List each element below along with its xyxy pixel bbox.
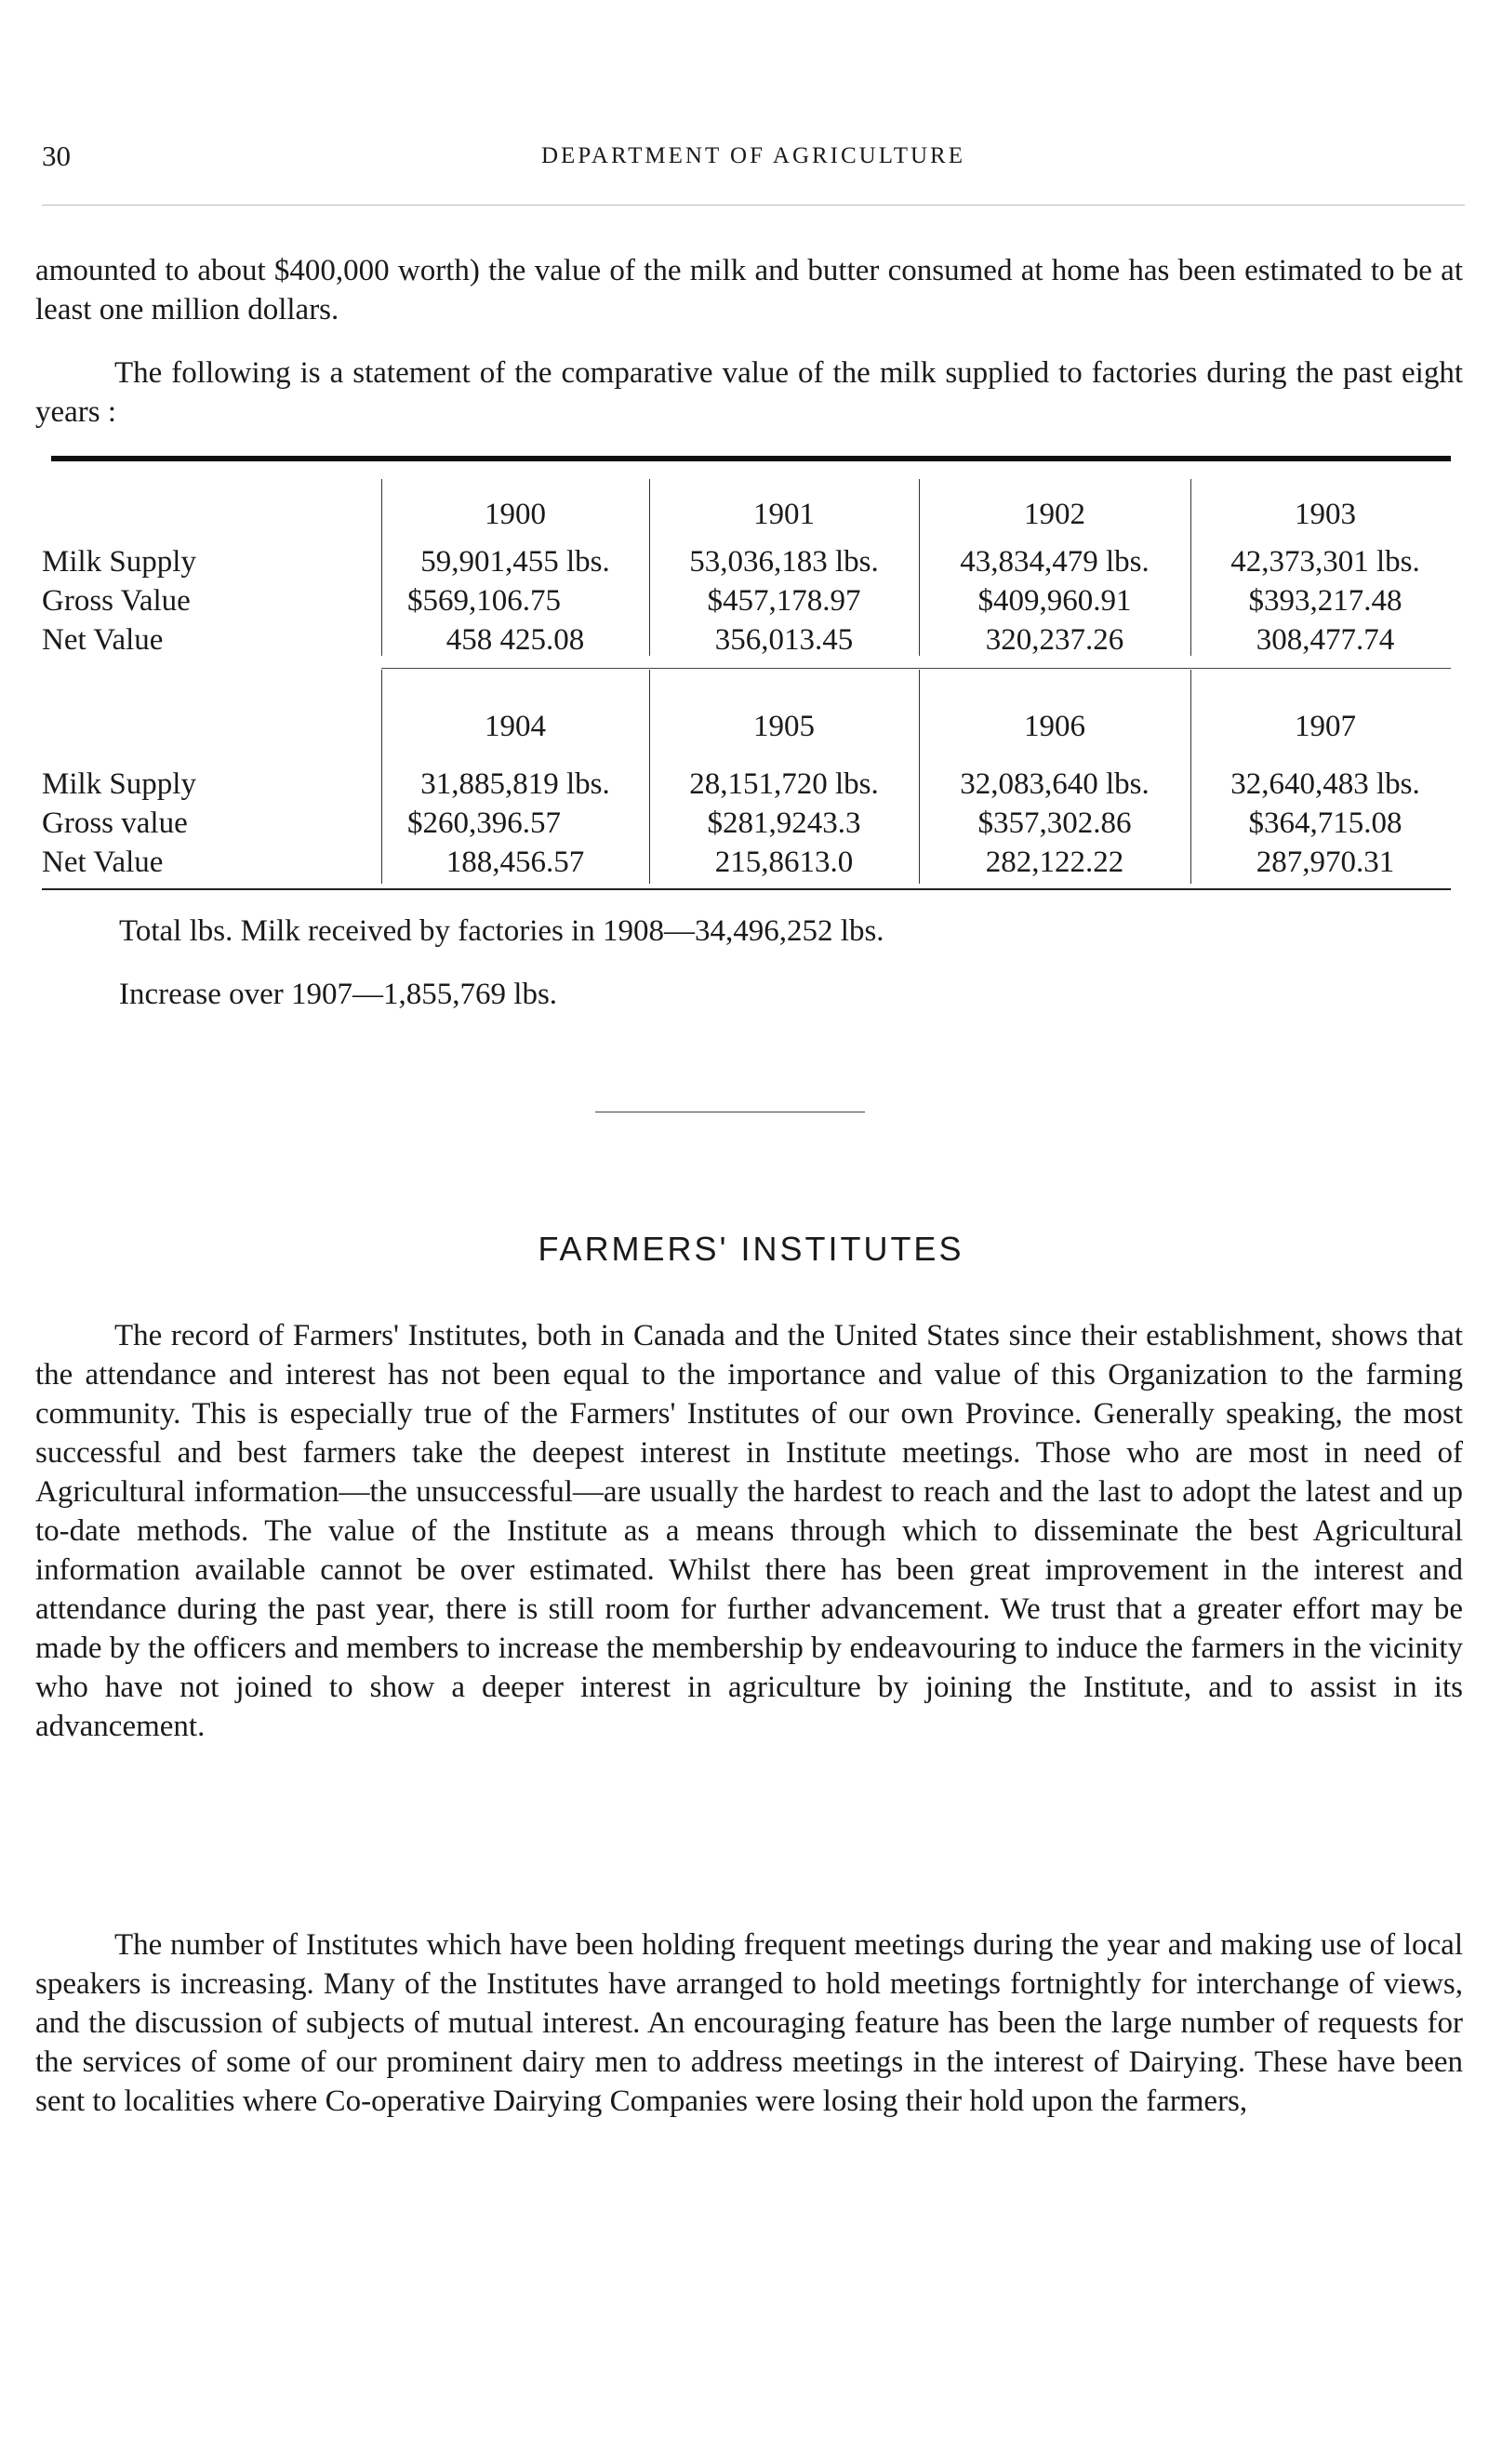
institutes-paragraph-1: The record of Farmers' Institutes, both in Canada and the United States since their establishment, shows that the attendance and interest has not been equal to the importance and value of this Organization to the farming community. This is especially true of the Farmers' Institutes of our own Province. Generally speaking, the most successful and best farmers take the deepest interest in Institute meetings. Those who are most in need of Agricultural information—the unsuccessful—are usually the hardest to reach and the last to adopt the latest and up to-date methods. The value of the Institute as a means through which to disseminate the best Agricultural information available cannot be over estimated. Whilst there has been great improvement in the interest and attendance during the past year, there is still room for further advancement. We trust that a greater effort may be made by the officers and members to increase the membership by endeavouring to induce the farmers in the vicinity who have not joined to show a deeper interest in agriculture by joining the Institute, and to assist in its advancement.: [35, 1319, 1463, 1743]
year-header: 1904: [485, 710, 546, 743]
row-label-milk-supply: Milk Supply: [42, 545, 196, 579]
row-label-gross-value: Gross Value: [42, 584, 191, 618]
table-cell: 28,151,720 lbs.: [689, 767, 879, 801]
year-header: 1902: [1024, 498, 1085, 531]
table-top-rule: [51, 456, 1451, 461]
table-cell: 53,036,183 lbs.: [689, 545, 879, 579]
table-cell: 282,122.22: [985, 846, 1124, 879]
table-cell: $281,9243.3: [707, 806, 861, 840]
table-cell: 31,885,819 lbs.: [420, 767, 610, 801]
year-header: 1901: [753, 498, 815, 531]
table-cell: $393,217.48: [1248, 584, 1402, 618]
section-heading: FARMERS' INSTITUTES: [538, 1230, 964, 1268]
increase-over-1907: Increase over 1907—1,855,769 lbs.: [119, 978, 558, 1011]
row-label-net-value: Net Value: [42, 623, 164, 657]
table-cell: $569,106.75: [407, 584, 561, 618]
table-bottom-rule: [42, 888, 1451, 890]
table-cell: $457,178.97: [707, 584, 861, 618]
table-cell: 287,970.31: [1256, 846, 1395, 879]
table-cell: 308,477.74: [1256, 623, 1395, 657]
table-group-separator: [381, 668, 1451, 669]
table-cell: 32,640,483 lbs.: [1230, 767, 1420, 801]
table-cell: $364,715.08: [1248, 806, 1402, 840]
year-header: 1903: [1295, 498, 1356, 531]
table-cell: 59,901,455 lbs.: [420, 545, 610, 579]
intro-paragraph-statement: The following is a statement of the comparative value of the milk supplied to factories during the past eight years :: [35, 356, 1463, 429]
page-header: [42, 140, 1465, 186]
row-label-milk-supply: Milk Supply: [42, 767, 196, 801]
row-label-gross-value: Gross value: [42, 806, 188, 840]
year-header: 1906: [1024, 710, 1085, 743]
table-cell: 42,373,301 lbs.: [1230, 545, 1420, 579]
year-header: 1905: [753, 710, 815, 743]
total-milk-1908: Total lbs. Milk received by factories in 1908—34,496,252 lbs.: [119, 914, 884, 948]
table-cell: $357,302.86: [977, 806, 1132, 840]
table-cell: 188,456.57: [445, 846, 585, 879]
table-cell: 215,8613.0: [714, 846, 854, 879]
running-head: DEPARTMENT OF AGRICULTURE: [541, 143, 965, 168]
table-cell: 458 425.08: [445, 623, 585, 657]
intro-paragraph-continued: amounted to about $400,000 worth) the value of the milk and butter consumed at home has been estimated to be at least one million dollars.: [35, 254, 1463, 326]
year-header: 1900: [485, 498, 546, 531]
year-header: 1907: [1295, 710, 1356, 743]
table-cell: $409,960.91: [977, 584, 1132, 618]
row-label-net-value: Net Value: [42, 846, 164, 879]
table-cell: $260,396.57: [407, 806, 561, 840]
page-number: 30: [42, 140, 71, 172]
table-cell: 32,083,640 lbs.: [960, 767, 1150, 801]
table-cell: 43,834,479 lbs.: [960, 545, 1150, 579]
table-cell: 356,013.45: [714, 623, 854, 657]
institutes-paragraph-2: The number of Institutes which have been holding frequent meetings during the year and making use of local speakers is increasing. Many of the Institutes have arranged to hold meetings fortnightly for interchange of views, and the discussion of subjects of mutual interest. An encouraging feature has been the large number of requests for the services of some of our prominent dairy men to address meetings in the interest of Dairying. These have been sent to localities where Co-operative Dairying Companies were losing their hold upon the farmers,: [35, 1928, 1463, 2118]
header-rule: [42, 205, 1465, 206]
table-cell: 320,237.26: [985, 623, 1124, 657]
